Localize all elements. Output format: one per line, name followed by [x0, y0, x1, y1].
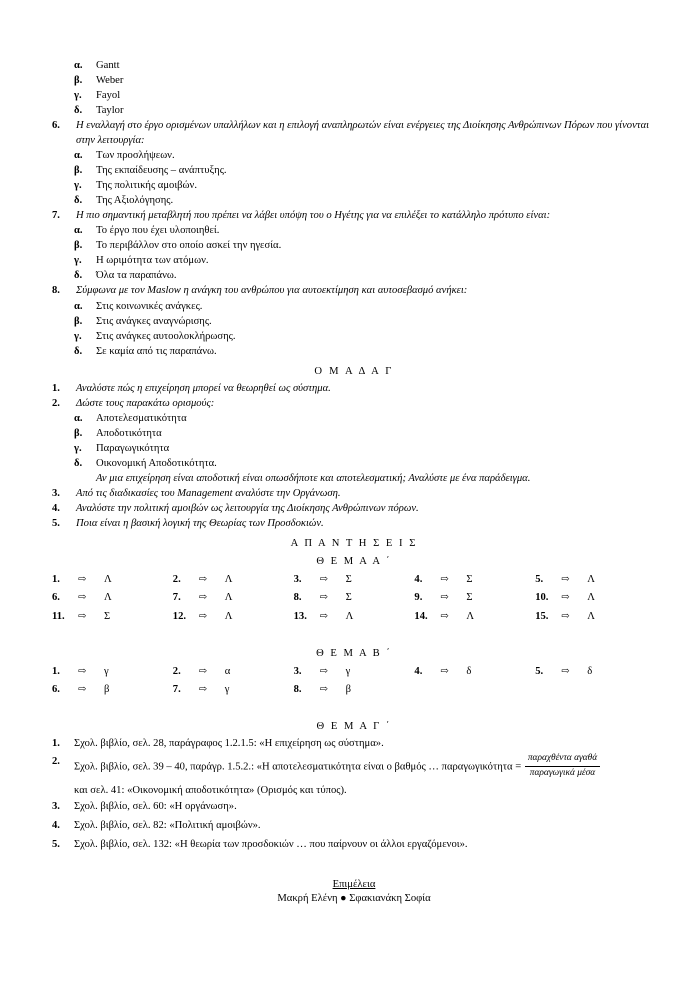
question-7	[52, 208, 656, 283]
option-text: Στις ανάγκες αυτοολοκλήρωσης.	[96, 330, 236, 342]
item-number: 3.	[52, 487, 60, 499]
list-item	[52, 193, 656, 208]
question-number: 6.	[52, 120, 60, 132]
answer-number: 10.	[535, 592, 549, 604]
footer-names: Μακρή Ελένη ● Σφακιανάκη Σοφία	[277, 892, 431, 904]
option-text: Η ωριμότητα των ατόμων.	[96, 255, 209, 267]
answer-number: 2.	[172, 665, 181, 677]
answer-item	[414, 608, 535, 627]
answer-value: Σ	[345, 573, 352, 585]
option-marker: β.	[74, 240, 83, 252]
answer-number: 9.	[414, 592, 423, 604]
list-item	[52, 73, 656, 88]
question-stem-row	[52, 118, 656, 148]
list-item	[52, 223, 656, 238]
option-marker: β.	[74, 165, 83, 177]
answer-value: δ	[587, 665, 593, 677]
arrow-icon: ⇨	[78, 573, 87, 585]
list-item	[52, 163, 656, 178]
option-text: Των προσλήψεων.	[96, 150, 175, 162]
answer-number: 5.	[52, 839, 60, 851]
answer-number: 3.	[52, 801, 60, 813]
arrow-icon: ⇨	[561, 573, 570, 585]
option-marker: γ.	[74, 330, 82, 342]
answer-text: Σχολ. βιβλίο, σελ. 132: «Η θεωρία των προσδοκιών … που παίρνουν οι άλλοι εργαζόμενοι».	[74, 839, 468, 851]
item-number: 2.	[52, 397, 60, 409]
arrow-icon: ⇨	[561, 611, 570, 622]
theme-b-answers-grid	[52, 663, 656, 700]
option-text: Fayol	[96, 90, 121, 102]
list-item	[52, 456, 656, 471]
arrow-icon: ⇨	[319, 684, 328, 696]
answer-number: 8.	[293, 684, 302, 696]
arrow-icon: ⇨	[198, 665, 208, 677]
answer-number: 5.	[535, 665, 544, 677]
answer-value: δ	[466, 665, 472, 677]
option-marker: δ.	[74, 195, 83, 207]
answer-number: 14.	[414, 611, 428, 622]
question-number: 8.	[52, 285, 60, 297]
option-marker: δ.	[74, 105, 83, 117]
option-text: Gantt	[96, 60, 120, 71]
answer-item	[535, 663, 656, 682]
list-item	[52, 178, 656, 193]
answer-item	[52, 663, 173, 682]
answer-number: 2.	[52, 756, 60, 768]
answer-number: 1.	[52, 665, 60, 677]
theme-b-heading: Θ Ε Μ Α Β ΄	[316, 647, 392, 659]
answer-value: Λ	[224, 592, 233, 604]
answer-number: 1.	[52, 573, 60, 585]
answer-number: 5.	[535, 573, 544, 585]
arrow-icon: ⇨	[440, 592, 449, 604]
item-number: 1.	[52, 382, 60, 394]
arrow-icon: ⇨	[198, 611, 208, 622]
option-text: Weber	[96, 75, 124, 87]
arrow-icon: ⇨	[440, 611, 449, 622]
answer-item	[414, 571, 535, 590]
definition-marker: α.	[74, 412, 83, 424]
answer-item	[294, 663, 415, 682]
answer-item	[294, 681, 415, 700]
answer-item	[173, 571, 294, 590]
option-marker: β.	[74, 315, 83, 327]
answer-item	[52, 571, 173, 590]
answer-value: Λ	[224, 611, 233, 622]
list-item	[52, 411, 656, 426]
option-marker: α.	[74, 225, 83, 237]
answer-value: Λ	[104, 592, 112, 604]
answer-value: Λ	[104, 573, 112, 585]
item-number: 5.	[52, 517, 60, 529]
question-stem-row	[52, 208, 656, 223]
question-number: 7.	[52, 210, 60, 222]
answer-value: β	[104, 684, 110, 696]
arrow-icon: ⇨	[319, 592, 328, 604]
answer-value: Λ	[224, 573, 233, 585]
option-marker: α.	[74, 300, 83, 312]
answer-item	[173, 608, 294, 627]
list-item	[52, 103, 656, 118]
answer-value: Λ	[466, 611, 475, 622]
answer-text: Σχολ. βιβλίο, σελ. 60: «Η οργάνωση».	[74, 801, 237, 813]
answer-number: 4.	[52, 820, 60, 832]
list-item	[52, 441, 656, 456]
theme-c-answers	[52, 736, 656, 853]
definition-text: Αποδοτικότητα	[96, 427, 162, 439]
answers-heading: Α Π Α Ν Τ Η Σ Ε Ι Σ	[290, 537, 418, 549]
answer-value: γ	[345, 665, 351, 677]
answer-text: Σχολ. βιβλίο, σελ. 28, παράγραφος 1.2.1.5: «Η επιχείρηση ως σύστημα».	[74, 737, 384, 749]
definition-marker: β.	[74, 427, 83, 439]
theme-a-answers-grid	[52, 571, 656, 627]
definition-marker: δ.	[74, 457, 83, 469]
answer-text-after: και σελ. 41: «Οικονομική αποδοτικότητα» (Ορισμός και τύπος).	[74, 785, 347, 797]
question-6	[52, 118, 656, 208]
option-text: Taylor	[96, 105, 124, 117]
list-item	[52, 314, 656, 329]
arrow-icon: ⇨	[78, 684, 87, 696]
option-marker: α.	[74, 150, 83, 162]
definition-marker: γ.	[74, 442, 82, 454]
answer-number: 2.	[172, 573, 181, 585]
option-marker: γ.	[74, 255, 82, 267]
question-stem: Η πιο σημαντική μεταβλητή που πρέπει να λάβει υπόψη του ο Ηγέτης για να επιλέξει το κατάλληλο πρότυπο είναι:	[76, 210, 551, 222]
option-marker: δ.	[74, 270, 83, 282]
answer-item	[294, 589, 415, 608]
item-text: Αναλύστε πώς η επιχείρηση μπορεί να θεωρηθεί ως σύστημα.	[76, 382, 331, 394]
option-text: Της εκπαίδευσης – ανάπτυξης.	[96, 165, 227, 177]
list-item	[52, 736, 656, 752]
answer-value: γ	[104, 665, 109, 677]
option-marker: γ.	[74, 180, 82, 192]
answer-value: Λ	[587, 611, 595, 622]
item-text: Αναλύστε την πολιτική αμοιβών ως λειτουργία της Διοίκησης Ανθρώπινων πόρων.	[76, 502, 419, 514]
option-text: Της πολιτικής αμοιβών.	[96, 180, 197, 192]
arrow-icon: ⇨	[78, 592, 87, 604]
item-text: Ποια είναι η βασική λογική της Θεωρίας των Προσδοκιών.	[76, 517, 324, 529]
list-item	[52, 253, 656, 268]
answer-number: 8.	[293, 592, 302, 604]
answer-number: 13.	[293, 611, 307, 622]
list-item	[52, 329, 656, 344]
answer-number: 3.	[293, 573, 302, 585]
item-number: 4.	[52, 502, 60, 514]
answer-item	[414, 663, 535, 682]
theme-c-heading: Θ Ε Μ Α Γ ΄	[316, 720, 392, 732]
answer-value: Σ	[104, 611, 111, 622]
option-text: Το έργο που έχει υλοποιηθεί.	[96, 225, 220, 237]
answer-number: 15.	[535, 611, 549, 622]
arrow-icon: ⇨	[440, 665, 449, 677]
item-text: Δώστε τους παρακάτω ορισμούς:	[76, 397, 215, 409]
list-item	[52, 58, 656, 73]
answer-item	[173, 681, 294, 700]
answer-number: 3.	[293, 665, 302, 677]
fraction-numerator: παραχθέντα αγαθά	[525, 753, 600, 766]
item-text: Από τις διαδικασίες του Management αναλύστε την Οργάνωση.	[76, 487, 341, 499]
group-c-list	[52, 381, 656, 531]
list-item	[52, 148, 656, 163]
answer-text-with-fraction	[74, 754, 656, 780]
arrow-icon: ⇨	[319, 611, 328, 622]
list-item	[52, 501, 656, 516]
fraction	[525, 753, 600, 779]
arrow-icon: ⇨	[561, 592, 570, 604]
arrow-icon: ⇨	[198, 573, 208, 585]
list-item	[52, 516, 656, 531]
answer-text: Σχολ. βιβλίο, σελ. 82: «Πολιτική αμοιβών».	[74, 820, 261, 832]
answer-number: 6.	[52, 592, 60, 604]
answer-number: 1.	[52, 737, 60, 749]
question-stem: Η εναλλαγή στο έργο ορισμένων υπαλλήλων και η επιλογή αναπληρωτών είναι ενέργειες της Διοίκησης Ανθρώπινων Πόρων που γίνονται στην λειτουργία:	[76, 120, 650, 147]
arrow-icon: ⇨	[78, 665, 87, 677]
option-text: Στις ανάγκες αναγνώρισης.	[96, 315, 212, 327]
arrow-icon: ⇨	[78, 611, 87, 622]
option-text: Το περιβάλλον στο οποίο ασκεί την ηγεσία.	[96, 240, 282, 252]
question-stem-row	[52, 283, 656, 298]
answer-item	[535, 608, 656, 627]
answer-number: 4.	[414, 573, 423, 585]
answer-number: 6.	[52, 684, 60, 696]
arrow-icon: ⇨	[440, 573, 449, 585]
arrow-icon: ⇨	[198, 592, 208, 604]
arrow-icon: ⇨	[319, 665, 328, 677]
arrow-icon: ⇨	[561, 665, 570, 677]
answer-value: Λ	[345, 611, 354, 622]
answer-value: β	[345, 684, 351, 696]
answer-value: Σ	[466, 573, 473, 585]
answer-item	[173, 589, 294, 608]
definition-text: Οικονομική Αποδοτικότητα.	[96, 457, 217, 469]
answer-number: 7.	[172, 592, 181, 604]
answer-item	[414, 589, 535, 608]
answer-value: Λ	[587, 573, 595, 585]
answer-number: 7.	[172, 684, 181, 696]
option-marker: α.	[74, 60, 83, 71]
answer-item	[294, 608, 415, 627]
option-text: Όλα τα παραπάνω.	[96, 270, 177, 282]
answer-text-before: Σχολ. βιβλίο, σελ. 39 – 40, παράγρ. 1.5.2.: «Η αποτελεσματικότητα είναι ο βαθμός … παραγωγικότητα =	[74, 761, 522, 773]
list-item	[52, 88, 656, 103]
list-item	[52, 344, 656, 359]
list-item	[52, 837, 656, 853]
answer-item	[52, 681, 173, 700]
answer-number: 11.	[52, 611, 65, 622]
option-text: Σε καμία από τις παραπάνω.	[96, 345, 217, 357]
top-options-list	[52, 58, 656, 118]
list-item	[52, 396, 656, 411]
arrow-icon: ⇨	[319, 573, 328, 585]
arrow-icon: ⇨	[198, 684, 208, 696]
question-8	[52, 283, 656, 358]
footer	[52, 879, 656, 904]
definitions-note: Αν μια επιχείρηση είναι αποδοτική είναι οπωσδήποτε και αποτελεσματική; Αναλύστε με ένα παράδειγμα.	[96, 472, 531, 484]
list-item	[52, 381, 656, 396]
answer-number: 4.	[414, 665, 423, 677]
list-item	[52, 754, 656, 780]
answer-item	[535, 571, 656, 590]
theme-a-heading: Θ Ε Μ Α Α ΄	[316, 555, 392, 567]
list-item	[52, 268, 656, 283]
answer-item	[294, 571, 415, 590]
answer-item	[535, 589, 656, 608]
list-item	[52, 426, 656, 441]
answer-number: 12.	[172, 611, 187, 622]
footer-title: Επιμέλεια	[332, 878, 376, 890]
fraction-denominator: παραγωγικά μέσα	[529, 767, 596, 778]
group-c-heading: Ο Μ Α Δ Α Γ	[314, 365, 394, 377]
option-text: Στις κοινωνικές ανάγκες.	[96, 300, 203, 312]
list-item	[52, 486, 656, 501]
question-stem: Σύμφωνα με τον Maslow η ανάγκη του ανθρώπου για αυτοεκτίμηση και αυτοσεβασμό ανήκει:	[76, 285, 468, 297]
answer-item	[52, 589, 173, 608]
list-item	[52, 238, 656, 253]
definition-text: Παραγωγικότητα	[96, 442, 170, 454]
answer-value: Λ	[587, 592, 595, 604]
list-item	[52, 799, 656, 815]
answer-value: α	[224, 665, 231, 677]
answer-value: γ	[224, 684, 230, 696]
answer-item	[52, 608, 173, 627]
list-item	[52, 818, 656, 834]
definition-text: Αποτελεσματικότητα	[96, 412, 187, 424]
option-marker: γ.	[74, 90, 82, 102]
answer-value: Σ	[345, 592, 352, 604]
option-marker: δ.	[74, 345, 83, 357]
answer-value: Σ	[466, 592, 473, 604]
option-marker: β.	[74, 75, 83, 87]
answer-item	[173, 663, 294, 682]
option-text: Της Αξιολόγησης.	[96, 195, 174, 207]
list-item	[52, 299, 656, 314]
